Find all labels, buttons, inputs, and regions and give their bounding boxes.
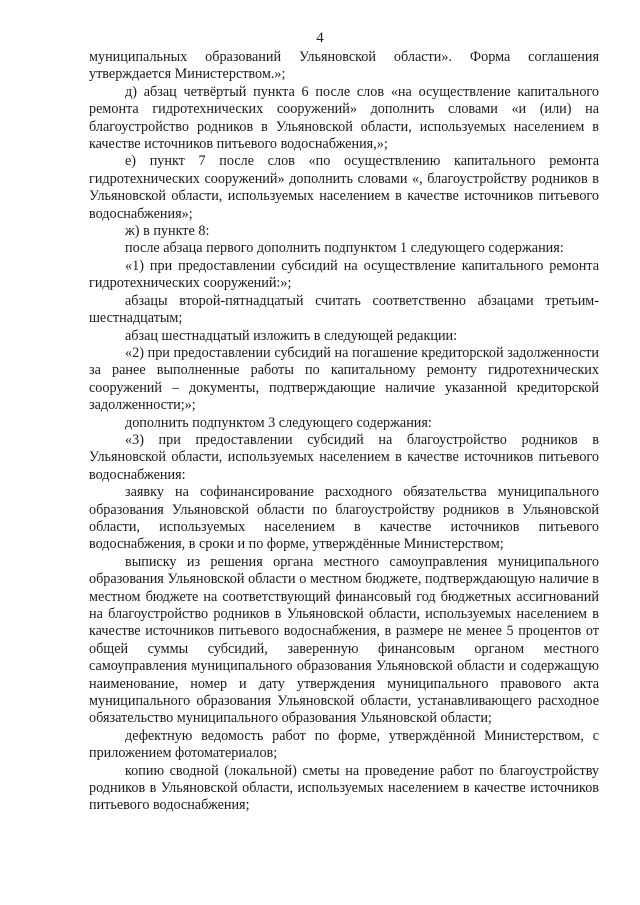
paragraph: после абзаца первого дополнить подпунктом 1 следующего содержания:	[125, 240, 564, 257]
paragraph: ж) в пункте 8:	[125, 223, 210, 240]
paragraph: копию сводной (локальной) сметы на проведение работ по благоустройству родников в Ульяновской области, используемых населением в качестве источников питьевого водоснабжения;	[89, 762, 599, 814]
paragraph: д) абзац четвёртый пункта 6 после слов «на осуществление капитального ремонта гидротехнических сооружений» дополнить словами «и (или) на благоустройство родников в Ульяновской области, используемых населением в качестве источников питьевого водоснабжения,»;	[89, 83, 599, 153]
paragraph: заявку на софинансирование расходного обязательства муниципального образования Ульяновской области по благоустройству родников в Ульяновской области, используемых населением в качестве источников питьевого водоснабжения, в сроки и по форме, утверждённые Министерством;	[89, 484, 599, 553]
paragraph: е) пункт 7 после слов «по осуществлению капитального ремонта гидротехнических сооружений» дополнить словами «, благоустройству родников в Ульяновской области, используемых населением в качестве источников питьевого водоснабжения»;	[89, 153, 599, 222]
paragraph: дефектную ведомость работ по форме, утверждённой Министерством, с приложением фотоматериалов;	[89, 727, 599, 762]
paragraph: муниципальных образований Ульяновской области». Форма соглашения утверждается Министерством.»;	[89, 49, 599, 83]
paragraph: абзацы второй-пятнадцатый считать соответственно абзацами третьим-шестнадцатым;	[89, 292, 599, 327]
document-body	[89, 49, 599, 815]
paragraph: выписку из решения органа местного самоуправления муниципального образования Ульяновской области о местном бюджете, подтверждающую наличие в местном бюджете на соответствующий финансовый год бюджетных ассигнований на благоустройство родников в Ульяновской области, используемых населением в качестве источников питьевого водоснабжения, в размере не менее 5 процентов от общей суммы субсидий, заверенную финансовым органом местного самоуправления муниципального образования Ульяновской области и содержащую наименование, номер и дату утверждения муниципального правового акта муниципального образования Ульяновской области, устанавливающего расходное обязательство муниципального образования Ульяновской области;	[89, 553, 599, 727]
paragraph: «3) при предоставлении субсидий на благоустройство родников в Ульяновской области, используемых населением в качестве источников питьевого водоснабжения:	[89, 431, 599, 483]
paragraph: дополнить подпунктом 3 следующего содержания:	[125, 414, 432, 431]
paragraph: абзац шестнадцатый изложить в следующей редакции:	[125, 327, 458, 344]
page-number: 4	[316, 30, 324, 46]
paragraph: «2) при предоставлении субсидий на погашение кредиторской задолженности за ранее выполненные работы по капитальному ремонту гидротехнических сооружений – документы, подтверждающие наличие указанной кредиторской задолженности;»;	[89, 344, 599, 414]
paragraph: «1) при предоставлении субсидий на осуществление капитального ремонта гидротехнических сооружений:»;	[89, 257, 599, 292]
